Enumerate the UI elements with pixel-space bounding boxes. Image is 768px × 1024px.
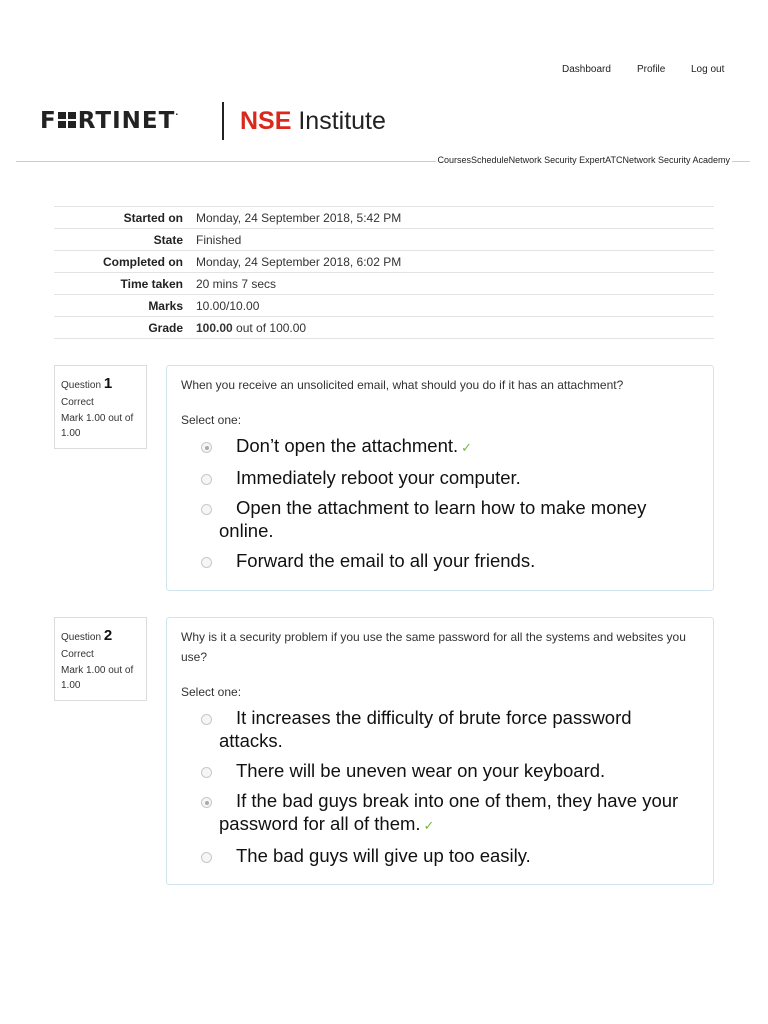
grade-suffix: out of 100.00	[232, 320, 307, 335]
breadcrumb-item[interactable]: Courses	[437, 155, 472, 165]
radio-button[interactable]	[201, 474, 212, 485]
select-one-label: Select one:	[181, 413, 242, 427]
question-status: Correct	[61, 649, 94, 661]
question-content-1	[166, 365, 714, 591]
question-number: Question 1	[61, 375, 113, 392]
answer-option[interactable]: Open the attachment to learn how to make money online.	[181, 496, 699, 542]
radio-button[interactable]	[201, 797, 212, 808]
answer-option[interactable]: If the bad guys break into one of them, they have your password for all of them. ✓	[181, 789, 699, 837]
nse-institute-logo: NSE Institute	[240, 107, 386, 135]
radio-button[interactable]	[201, 557, 212, 568]
radio-button[interactable]	[201, 767, 212, 778]
fortinet-logo-grid-icon	[58, 112, 77, 129]
breadcrumb-item[interactable]: Schedule	[471, 155, 509, 165]
fortinet-logo: F RTINET.	[40, 108, 180, 134]
answer-option[interactable]: The bad guys will give up too easily.	[181, 844, 699, 867]
answer-option[interactable]: It increases the difficulty of brute force password attacks.	[181, 706, 699, 752]
profile-link[interactable]: Profile	[637, 64, 666, 75]
answer-option[interactable]: Don’t open the attachment. ✓	[181, 434, 699, 459]
radio-button[interactable]	[201, 714, 212, 725]
summary-row-marks: Marks 10.00/10.00	[54, 295, 714, 317]
question-text: When you receive an unsolicited email, what should you do if it has an attachment?	[181, 378, 624, 392]
select-one-label: Select one:	[181, 685, 242, 699]
question-number: Question 2	[61, 627, 113, 644]
question-mark: Mark 1.00 out of 1.00	[61, 664, 134, 692]
breadcrumb-item[interactable]: Network Security Academy	[622, 155, 730, 165]
summary-row-time-taken: Time taken 20 mins 7 secs	[54, 273, 714, 295]
logo-divider	[222, 102, 224, 140]
question-info-2	[54, 617, 147, 701]
radio-button[interactable]	[201, 442, 212, 453]
dashboard-link[interactable]: Dashboard	[562, 64, 611, 75]
answer-list	[181, 706, 699, 867]
summary-row-started: Started on Monday, 24 September 2018, 5:42 PM	[54, 207, 714, 229]
question-status: Correct	[61, 397, 94, 409]
question-text: Why is it a security problem if you use the same password for all the systems and websites you use?	[181, 630, 686, 664]
summary-row-grade: Grade 100.00 out of 100.00	[54, 317, 714, 339]
question-mark: Mark 1.00 out of 1.00	[61, 412, 134, 440]
top-navigation	[0, 64, 768, 80]
breadcrumb-item[interactable]: ATC	[605, 155, 623, 165]
attempt-summary-table	[54, 206, 714, 339]
summary-row-completed: Completed on Monday, 24 September 2018, 6:02 PM	[54, 251, 714, 273]
answer-list	[181, 434, 699, 572]
answer-option[interactable]: Forward the email to all your friends.	[181, 549, 699, 572]
answer-option[interactable]: There will be uneven wear on your keyboard.	[181, 759, 699, 782]
radio-button[interactable]	[201, 504, 212, 515]
breadcrumb	[436, 155, 732, 165]
correct-check-icon: ✓	[461, 440, 473, 455]
grade-value: 100.00	[196, 320, 233, 335]
question-info-1	[54, 365, 147, 449]
breadcrumb-item[interactable]: Network Security Expert	[508, 155, 606, 165]
logout-link[interactable]: Log out	[691, 64, 725, 75]
summary-row-state: State Finished	[54, 229, 714, 251]
correct-check-icon: ✓	[423, 818, 435, 833]
answer-option[interactable]: Immediately reboot your computer.	[181, 466, 699, 489]
question-content-2	[166, 617, 714, 885]
radio-button[interactable]	[201, 852, 212, 863]
